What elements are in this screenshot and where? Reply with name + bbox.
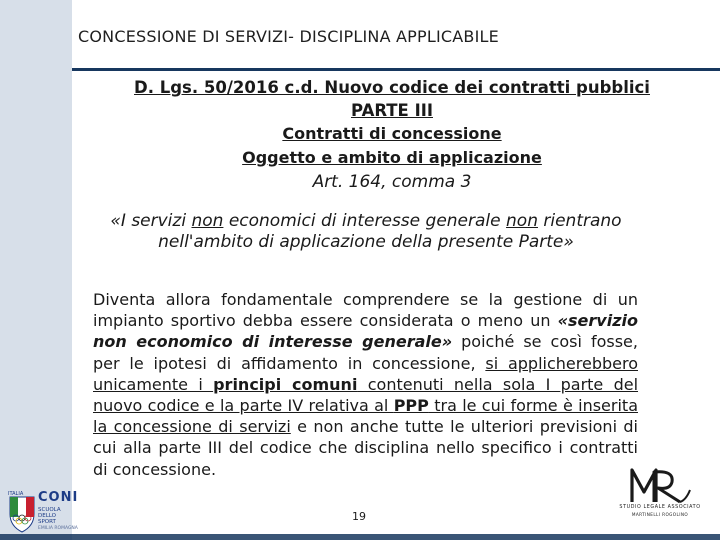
law-firm-monogram-icon — [610, 462, 710, 532]
body-paragraph — [93, 289, 638, 480]
body-bold-principles: principi comuni — [213, 374, 358, 394]
body-emphasis: «servizio non economico di interesse generale» — [93, 311, 638, 352]
coni-region: EMILIA ROMAGNA — [38, 526, 78, 531]
quote-part-1: «I servizi — [110, 211, 192, 231]
article-quote — [86, 211, 646, 253]
body-text-3: e non anche tutte le ulteriori previsioni di cui alla parte III del codice che disciplina nello specifico i contratti di concessione. — [93, 417, 639, 479]
bottom-divider — [0, 534, 720, 540]
law-firm-names: MARTINELLI ROGOLINO — [631, 512, 689, 517]
quote-part-2: economici di interesse generale — [223, 211, 507, 231]
coni-logo-text: CONI — [38, 490, 79, 505]
coni-italia-label: ITALIA — [8, 491, 24, 497]
body-underline-2: contenuti nella sola I parte del nuovo codice e la parte IV relativa al — [93, 374, 639, 416]
heading-block — [72, 76, 712, 194]
title-divider — [72, 68, 720, 71]
body-text-1: Diventa allora fondamentale comprendere se la gestione di un impianto sportivo debba essere considerata o meno un — [93, 290, 638, 331]
slide-title: CONCESSIONE DI SERVIZI- DISCIPLINA APPLICABILE — [78, 27, 499, 46]
body-underline-3: tra le cui forme è inserita la concessione di servizi — [93, 396, 638, 437]
quote-underline-1: non — [191, 211, 224, 231]
body-bold-ppp: PPP — [393, 396, 429, 416]
law-firm-caption: STUDIO LEGALE ASSOCIATO — [619, 505, 701, 510]
page-number: 19 — [352, 510, 366, 523]
quote-underline-2: non — [506, 211, 538, 231]
heading-contracts: Contratti di concessione — [282, 124, 502, 143]
coni-subtitle: SCUOLA DELLO SPORT — [38, 507, 61, 525]
left-band — [0, 0, 72, 540]
article-reference: Art. 164, comma 3 — [312, 172, 472, 192]
body-text-2: poiché se così fosse, per le ipotesi di affidamento in concessione, — [93, 332, 638, 373]
heading-scope: Oggetto e ambito di applicazione — [242, 148, 542, 167]
heading-part: PARTE III — [350, 101, 433, 120]
quote-part-3: rientrano nell'ambito di applicazione della presente Parte» — [158, 211, 622, 252]
heading-law: D. Lgs. 50/2016 c.d. Nuovo codice dei contratti pubblici — [134, 78, 650, 97]
body-underline-1: si applicherebbero unicamente i — [93, 353, 638, 394]
